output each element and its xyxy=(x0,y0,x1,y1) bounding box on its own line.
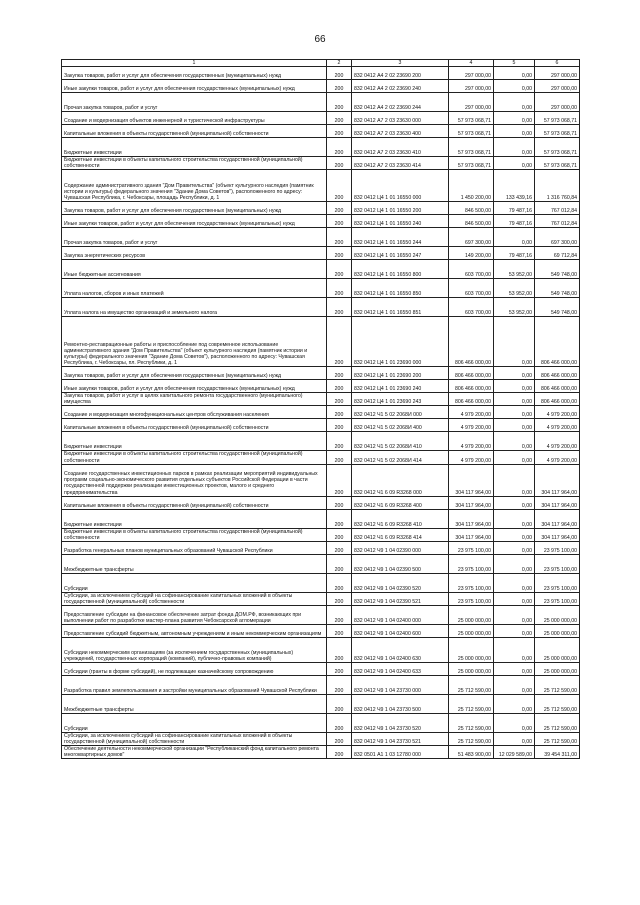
row-amount-col6: 23 975 100,00 xyxy=(535,573,580,592)
row-description: Предоставление субсидии на финансовое обеспечение затрат фонда ДОМ.РФ, возникающих при выполнении работ по разработке мастер-плана развития Чебоксарской агломерации xyxy=(62,606,327,625)
row-amount-col4: 57 973 068,71 xyxy=(449,138,494,157)
row-amount-col4: 4 979 200,00 xyxy=(449,419,494,432)
row-amount-col4: 603 700,00 xyxy=(449,298,494,317)
row-amount-col6: 57 973 068,71 xyxy=(535,138,580,157)
table-row xyxy=(62,496,580,509)
row-group-code: 200 xyxy=(327,451,352,464)
row-amount-col6: 25 000 000,00 xyxy=(535,663,580,676)
row-classification-code: 832 0412 А7 2 03 23630 000 xyxy=(352,112,449,125)
row-group-code: 200 xyxy=(327,606,352,625)
row-amount-col4: 23 975 100,00 xyxy=(449,592,494,605)
row-classification-code: 832 0412 Ч9 1 04 02400 633 xyxy=(352,663,449,676)
row-amount-col5: 0,00 xyxy=(494,606,535,625)
row-classification-code: 832 0412 Ц4 1 01 16550 800 xyxy=(352,260,449,279)
row-group-code: 200 xyxy=(327,592,352,605)
row-description: Субсидии, за исключением субсидий на софинансирование капитальных вложений в объекты государственной (муниципальной) собственности xyxy=(62,733,327,746)
row-amount-col4: 806 466 000,00 xyxy=(449,367,494,380)
row-group-code: 200 xyxy=(327,432,352,451)
row-amount-col6: 297 000,00 xyxy=(535,93,580,112)
row-amount-col6: 25 712 590,00 xyxy=(535,733,580,746)
column-header: 1 xyxy=(62,60,327,67)
row-amount-col4: 25 712 590,00 xyxy=(449,676,494,695)
row-description: Разработка генеральных планов муниципальных образований Чувашской Республики xyxy=(62,541,327,554)
table-row xyxy=(62,260,580,279)
table-row xyxy=(62,247,580,260)
row-amount-col6: 69 712,84 xyxy=(535,247,580,260)
table-row xyxy=(62,663,580,676)
row-amount-col4: 697 300,00 xyxy=(449,228,494,247)
row-group-code: 200 xyxy=(327,260,352,279)
row-amount-col6: 57 973 068,71 xyxy=(535,112,580,125)
row-description: Межбюджетные трансферты xyxy=(62,554,327,573)
row-description: Бюджетные инвестиции xyxy=(62,432,327,451)
row-amount-col5: 0,00 xyxy=(494,138,535,157)
row-classification-code: 832 0412 Ц4 1 01 16550 851 xyxy=(352,298,449,317)
row-amount-col4: 25 000 000,00 xyxy=(449,606,494,625)
row-classification-code: 832 0412 Ц4 1 01 16550 850 xyxy=(352,279,449,298)
row-group-code: 200 xyxy=(327,93,352,112)
row-amount-col5: 0,00 xyxy=(494,80,535,93)
row-amount-col4: 603 700,00 xyxy=(449,279,494,298)
row-amount-col4: 806 466 000,00 xyxy=(449,393,494,406)
row-classification-code: 832 0412 Ц4 1 01 23690 240 xyxy=(352,380,449,393)
row-amount-col6: 549 748,00 xyxy=(535,260,580,279)
table-row xyxy=(62,298,580,317)
row-amount-col5: 0,00 xyxy=(494,714,535,733)
row-description: Закупка энергетических ресурсов xyxy=(62,247,327,260)
table-row xyxy=(62,606,580,625)
row-amount-col4: 25 000 000,00 xyxy=(449,663,494,676)
row-amount-col4: 57 973 068,71 xyxy=(449,112,494,125)
table-row xyxy=(62,509,580,528)
row-description: Бюджетные инвестиции в объекты капитального строительства государственной (муниципальной) собственности xyxy=(62,451,327,464)
row-description: Обеспечение деятельности некоммерческой организации "Республиканский фонд капитального ремонта многоквартирных домов" xyxy=(62,746,327,759)
row-classification-code: 832 0412 Ч9 1 04 02400 600 xyxy=(352,625,449,638)
row-amount-col6: 297 000,00 xyxy=(535,67,580,80)
row-amount-col6: 806 466 000,00 xyxy=(535,393,580,406)
row-amount-col6: 806 466 000,00 xyxy=(535,380,580,393)
table-row xyxy=(62,592,580,605)
row-amount-col4: 25 000 000,00 xyxy=(449,625,494,638)
column-number-row xyxy=(62,60,580,67)
row-group-code: 200 xyxy=(327,695,352,714)
row-amount-col6: 549 748,00 xyxy=(535,279,580,298)
row-amount-col5: 0,00 xyxy=(494,406,535,419)
row-classification-code: 832 0412 Ц4 1 01 16550 244 xyxy=(352,228,449,247)
row-classification-code: 832 0501 А1 1 03 12780 000 xyxy=(352,746,449,759)
table-row xyxy=(62,714,580,733)
row-description: Уплата налогов, сборов и иных платежей xyxy=(62,279,327,298)
row-classification-code: 832 0412 Ц4 1 01 23690 000 xyxy=(352,317,449,367)
row-amount-col4: 297 000,00 xyxy=(449,93,494,112)
row-amount-col4: 57 973 068,71 xyxy=(449,157,494,170)
table-row xyxy=(62,380,580,393)
page-number: 66 xyxy=(314,34,326,45)
row-amount-col5: 0,00 xyxy=(494,733,535,746)
row-group-code: 200 xyxy=(327,138,352,157)
row-amount-col4: 23 975 100,00 xyxy=(449,573,494,592)
table-row xyxy=(62,215,580,228)
row-amount-col5: 12 029 589,00 xyxy=(494,746,535,759)
row-amount-col4: 304 117 964,00 xyxy=(449,509,494,528)
row-amount-col6: 304 117 964,00 xyxy=(535,464,580,496)
row-group-code: 200 xyxy=(327,676,352,695)
row-description: Бюджетные инвестиции в объекты капитального строительства государственной (муниципальной) собственности xyxy=(62,157,327,170)
row-classification-code: 832 0412 Ч9 1 04 02400 630 xyxy=(352,638,449,663)
table-row xyxy=(62,528,580,541)
row-group-code: 200 xyxy=(327,714,352,733)
row-group-code: 200 xyxy=(327,625,352,638)
row-group-code: 200 xyxy=(327,380,352,393)
row-amount-col5: 133 439,16 xyxy=(494,170,535,202)
row-amount-col4: 51 483 900,00 xyxy=(449,746,494,759)
column-header: 2 xyxy=(327,60,352,67)
row-description: Закупка товаров, работ и услуг для обеспечения государственных (муниципальных) нужд xyxy=(62,367,327,380)
row-classification-code: 832 0412 Ч1 5 02 2068И 400 xyxy=(352,419,449,432)
row-group-code: 200 xyxy=(327,541,352,554)
row-amount-col6: 304 117 964,00 xyxy=(535,509,580,528)
row-classification-code: 832 0412 Ц4 1 01 23690 243 xyxy=(352,393,449,406)
row-description: Прочая закупка товаров, работ и услуг xyxy=(62,228,327,247)
row-description: Капитальные вложения в объекты государственной (муниципальной) собственности xyxy=(62,419,327,432)
table-row xyxy=(62,625,580,638)
table-row xyxy=(62,80,580,93)
row-amount-col6: 4 979 200,00 xyxy=(535,451,580,464)
row-classification-code: 832 0412 Ц4 1 01 16550 000 xyxy=(352,170,449,202)
row-amount-col6: 39 454 311,00 xyxy=(535,746,580,759)
row-group-code: 200 xyxy=(327,125,352,138)
row-amount-col5: 0,00 xyxy=(494,663,535,676)
table-row xyxy=(62,393,580,406)
row-classification-code: 832 0412 Ч9 1 04 23730 500 xyxy=(352,695,449,714)
row-description: Иные бюджетные ассигнования xyxy=(62,260,327,279)
table-row xyxy=(62,202,580,215)
row-amount-col6: 4 979 200,00 xyxy=(535,432,580,451)
row-classification-code: 832 0412 А4 2 02 23690 244 xyxy=(352,93,449,112)
table-row xyxy=(62,638,580,663)
row-classification-code: 832 0412 Ц4 1 01 23690 200 xyxy=(352,367,449,380)
row-amount-col6: 549 748,00 xyxy=(535,298,580,317)
row-amount-col4: 4 979 200,00 xyxy=(449,451,494,464)
row-description: Прочая закупка товаров, работ и услуг xyxy=(62,93,327,112)
table-row xyxy=(62,367,580,380)
table-row xyxy=(62,93,580,112)
row-description: Субсидии (гранты в форме субсидий), не подлежащие казначейскому сопровождению xyxy=(62,663,327,676)
row-group-code: 200 xyxy=(327,317,352,367)
row-amount-col6: 304 117 964,00 xyxy=(535,496,580,509)
row-amount-col6: 25 712 590,00 xyxy=(535,676,580,695)
row-classification-code: 832 0412 Ч1 5 02 2068И 414 xyxy=(352,451,449,464)
row-classification-code: 832 0412 А7 2 03 23630 400 xyxy=(352,125,449,138)
table-row xyxy=(62,228,580,247)
row-description: Иные закупки товаров, работ и услуг для обеспечения государственных (муниципальных) нужд xyxy=(62,380,327,393)
row-classification-code: 832 0412 Ч9 1 04 23730 000 xyxy=(352,676,449,695)
row-group-code: 200 xyxy=(327,509,352,528)
row-classification-code: 832 0412 А7 2 03 23630 414 xyxy=(352,157,449,170)
row-group-code: 200 xyxy=(327,733,352,746)
row-amount-col4: 57 973 068,71 xyxy=(449,125,494,138)
table-row xyxy=(62,138,580,157)
row-description: Иные закупки товаров, работ и услуг для обеспечения государственных (муниципальных) нужд xyxy=(62,215,327,228)
row-amount-col5: 0,00 xyxy=(494,451,535,464)
table-row xyxy=(62,157,580,170)
row-description: Создание и модернизация многофункциональных центров обслуживания населения xyxy=(62,406,327,419)
budget-table xyxy=(61,59,580,759)
row-amount-col5: 79 487,16 xyxy=(494,215,535,228)
row-classification-code: 832 0412 Ц4 1 01 16550 240 xyxy=(352,215,449,228)
row-description: Предоставление субсидий бюджетным, автономным учреждениям и иным некоммерческим организациям xyxy=(62,625,327,638)
row-amount-col6: 25 712 590,00 xyxy=(535,714,580,733)
row-group-code: 200 xyxy=(327,554,352,573)
row-group-code: 200 xyxy=(327,638,352,663)
column-header: 3 xyxy=(352,60,449,67)
table-row xyxy=(62,112,580,125)
row-amount-col4: 25 712 590,00 xyxy=(449,733,494,746)
row-amount-col5: 0,00 xyxy=(494,676,535,695)
row-description: Субсидии xyxy=(62,714,327,733)
row-amount-col4: 23 975 100,00 xyxy=(449,541,494,554)
row-amount-col5: 0,00 xyxy=(494,496,535,509)
table-row xyxy=(62,676,580,695)
row-amount-col5: 0,00 xyxy=(494,638,535,663)
row-description: Бюджетные инвестиции xyxy=(62,138,327,157)
row-classification-code: 832 0412 Ч9 1 04 02390 521 xyxy=(352,592,449,605)
row-amount-col6: 304 117 964,00 xyxy=(535,528,580,541)
row-group-code: 200 xyxy=(327,112,352,125)
table-row xyxy=(62,746,580,759)
row-group-code: 200 xyxy=(327,170,352,202)
row-description: Бюджетные инвестиции в объекты капитального строительства государственной (муниципальной) собственности xyxy=(62,528,327,541)
row-amount-col6: 767 012,84 xyxy=(535,202,580,215)
row-description: Уплата налога на имущество организаций и земельного налога xyxy=(62,298,327,317)
row-amount-col4: 4 979 200,00 xyxy=(449,406,494,419)
row-amount-col6: 23 975 100,00 xyxy=(535,592,580,605)
row-group-code: 200 xyxy=(327,528,352,541)
row-group-code: 200 xyxy=(327,228,352,247)
table-row xyxy=(62,554,580,573)
row-amount-col4: 297 000,00 xyxy=(449,80,494,93)
column-header: 4 xyxy=(449,60,494,67)
row-amount-col5: 53 952,00 xyxy=(494,260,535,279)
table-row xyxy=(62,419,580,432)
table-row xyxy=(62,279,580,298)
row-description: Бюджетные инвестиции xyxy=(62,509,327,528)
row-classification-code: 832 0412 Ч9 1 04 02390 500 xyxy=(352,554,449,573)
table-row xyxy=(62,733,580,746)
table-row xyxy=(62,406,580,419)
row-classification-code: 832 0412 Ч9 1 04 23730 520 xyxy=(352,714,449,733)
row-amount-col4: 304 117 964,00 xyxy=(449,496,494,509)
row-amount-col4: 603 700,00 xyxy=(449,260,494,279)
column-header: 6 xyxy=(535,60,580,67)
table-row xyxy=(62,67,580,80)
row-classification-code: 832 0412 Ч1 6 09 R3268 000 xyxy=(352,464,449,496)
row-group-code: 200 xyxy=(327,406,352,419)
table-row xyxy=(62,695,580,714)
row-amount-col5: 0,00 xyxy=(494,509,535,528)
row-amount-col6: 4 979 200,00 xyxy=(535,406,580,419)
row-description: Субсидии, за исключением субсидий на софинансирование капитальных вложений в объекты государственной (муниципальной) собственности xyxy=(62,592,327,605)
row-amount-col5: 0,00 xyxy=(494,67,535,80)
row-amount-col6: 25 712 590,00 xyxy=(535,695,580,714)
row-classification-code: 832 0412 Ч1 6 09 R3268 414 xyxy=(352,528,449,541)
row-amount-col5: 79 487,16 xyxy=(494,202,535,215)
table-row xyxy=(62,464,580,496)
row-amount-col4: 25 000 000,00 xyxy=(449,638,494,663)
row-amount-col6: 25 000 000,00 xyxy=(535,606,580,625)
row-amount-col6: 806 466 000,00 xyxy=(535,317,580,367)
row-classification-code: 832 0412 Ч1 5 02 2068И 410 xyxy=(352,432,449,451)
row-classification-code: 832 0412 Ц4 1 01 16550 200 xyxy=(352,202,449,215)
row-group-code: 200 xyxy=(327,393,352,406)
row-amount-col5: 53 952,00 xyxy=(494,298,535,317)
row-classification-code: 832 0412 Ч1 5 02 2068И 000 xyxy=(352,406,449,419)
row-classification-code: 832 0412 Ч9 1 04 02390 520 xyxy=(352,573,449,592)
row-group-code: 200 xyxy=(327,247,352,260)
row-group-code: 200 xyxy=(327,367,352,380)
row-description: Субсидии xyxy=(62,573,327,592)
row-description: Капитальные вложения в объекты государственной (муниципальной) собственности xyxy=(62,496,327,509)
table-row xyxy=(62,573,580,592)
row-group-code: 200 xyxy=(327,464,352,496)
row-amount-col6: 57 973 068,71 xyxy=(535,157,580,170)
row-group-code: 200 xyxy=(327,202,352,215)
row-amount-col6: 57 973 068,71 xyxy=(535,125,580,138)
row-group-code: 200 xyxy=(327,746,352,759)
column-header: 5 xyxy=(494,60,535,67)
row-amount-col5: 0,00 xyxy=(494,554,535,573)
row-classification-code: 832 0412 А7 2 03 23630 410 xyxy=(352,138,449,157)
row-classification-code: 832 0412 Ц4 1 01 16550 247 xyxy=(352,247,449,260)
row-amount-col5: 0,00 xyxy=(494,228,535,247)
row-description: Межбюджетные трансферты xyxy=(62,695,327,714)
row-amount-col5: 53 952,00 xyxy=(494,279,535,298)
row-amount-col4: 304 117 964,00 xyxy=(449,464,494,496)
row-description: Ремонтно-реставрационные работы и приспособление под современное использование административного здания "Дом Правительства" (объект культурного наследия (памятник истории и культуры) федерального значения "Здание Дома Советов"), расположенного по адресу: Чувашская Республика, г. Чебоксары, пл. Республики, д. 1 xyxy=(62,317,327,367)
row-amount-col6: 1 316 760,84 xyxy=(535,170,580,202)
row-group-code: 200 xyxy=(327,298,352,317)
row-amount-col5: 0,00 xyxy=(494,625,535,638)
row-group-code: 200 xyxy=(327,279,352,298)
row-amount-col4: 846 500,00 xyxy=(449,202,494,215)
row-description: Создание государственных инвестиционных парков в рамках реализации мероприятий индивидуальных программ социально-экономического развития отдельных субъектов Российской Федерации в части государственной поддержки реализации инвестиционных проектов, малого и среднего предпринимательства xyxy=(62,464,327,496)
row-description: Закупка товаров, работ и услуг для обеспечения государственных (муниципальных) нужд xyxy=(62,202,327,215)
row-classification-code: 832 0412 Ч1 6 09 R3268 410 xyxy=(352,509,449,528)
row-group-code: 200 xyxy=(327,67,352,80)
row-classification-code: 832 0412 Ч9 1 04 02390 000 xyxy=(352,541,449,554)
row-amount-col5: 0,00 xyxy=(494,573,535,592)
row-amount-col5: 0,00 xyxy=(494,380,535,393)
table-row xyxy=(62,451,580,464)
row-amount-col4: 846 500,00 xyxy=(449,215,494,228)
table-row xyxy=(62,541,580,554)
row-amount-col4: 149 200,00 xyxy=(449,247,494,260)
row-amount-col4: 1 450 200,00 xyxy=(449,170,494,202)
row-amount-col5: 0,00 xyxy=(494,528,535,541)
table-row xyxy=(62,317,580,367)
row-classification-code: 832 0412 Ч9 1 04 23730 521 xyxy=(352,733,449,746)
row-description: Субсидии некоммерческим организациям (за исключением государственных (муниципальных) учреждений, государственных корпораций (компаний), публично-правовых компаний) xyxy=(62,638,327,663)
row-amount-col5: 0,00 xyxy=(494,393,535,406)
row-amount-col5: 0,00 xyxy=(494,464,535,496)
row-amount-col6: 806 466 000,00 xyxy=(535,367,580,380)
row-amount-col4: 806 466 000,00 xyxy=(449,317,494,367)
row-amount-col5: 0,00 xyxy=(494,93,535,112)
row-classification-code: 832 0412 А4 2 02 23690 240 xyxy=(352,80,449,93)
row-classification-code: 832 0412 А4 2 02 23690 200 xyxy=(352,67,449,80)
row-amount-col5: 0,00 xyxy=(494,112,535,125)
row-amount-col5: 0,00 xyxy=(494,419,535,432)
row-group-code: 200 xyxy=(327,80,352,93)
row-amount-col4: 23 975 100,00 xyxy=(449,554,494,573)
row-description: Создание и модернизация объектов инженерной и туристической инфраструктуры xyxy=(62,112,327,125)
row-amount-col5: 0,00 xyxy=(494,592,535,605)
row-amount-col6: 23 975 100,00 xyxy=(535,554,580,573)
row-group-code: 200 xyxy=(327,157,352,170)
row-amount-col5: 0,00 xyxy=(494,367,535,380)
row-description: Иные закупки товаров, работ и услуг для обеспечения государственных (муниципальных) нужд xyxy=(62,80,327,93)
row-amount-col6: 697 300,00 xyxy=(535,228,580,247)
row-classification-code: 832 0412 Ч9 1 04 02400 000 xyxy=(352,606,449,625)
row-amount-col4: 806 466 000,00 xyxy=(449,380,494,393)
table-row xyxy=(62,125,580,138)
row-amount-col4: 25 712 590,00 xyxy=(449,714,494,733)
row-group-code: 200 xyxy=(327,419,352,432)
row-description: Закупка товаров, работ и услуг в целях капитального ремонта государственного (муниципального) имущества xyxy=(62,393,327,406)
row-group-code: 200 xyxy=(327,663,352,676)
row-amount-col6: 4 979 200,00 xyxy=(535,419,580,432)
row-amount-col6: 25 000 000,00 xyxy=(535,638,580,663)
row-classification-code: 832 0412 Ч1 6 09 R3268 400 xyxy=(352,496,449,509)
row-description: Содержание административного здания "Дом Правительства" (объект культурного наследия (памятник истории и культуры) федерального значения "Здание Дома Советов"), расположенного по адресу: Чувашская Республика, г. Чебоксары, площадь Республики, д. 1 xyxy=(62,170,327,202)
row-group-code: 200 xyxy=(327,573,352,592)
row-amount-col6: 297 000,00 xyxy=(535,80,580,93)
row-amount-col4: 304 117 964,00 xyxy=(449,528,494,541)
row-amount-col4: 4 979 200,00 xyxy=(449,432,494,451)
row-amount-col5: 79 487,16 xyxy=(494,247,535,260)
row-description: Закупка товаров, работ и услуг для обеспечения государственных (муниципальных) нужд xyxy=(62,67,327,80)
row-amount-col5: 0,00 xyxy=(494,695,535,714)
row-amount-col5: 0,00 xyxy=(494,541,535,554)
row-amount-col5: 0,00 xyxy=(494,157,535,170)
row-group-code: 200 xyxy=(327,215,352,228)
row-amount-col5: 0,00 xyxy=(494,317,535,367)
row-amount-col4: 25 712 590,00 xyxy=(449,695,494,714)
row-group-code: 200 xyxy=(327,496,352,509)
row-amount-col4: 297 000,00 xyxy=(449,67,494,80)
row-amount-col6: 767 012,84 xyxy=(535,215,580,228)
table-row xyxy=(62,170,580,202)
table-row xyxy=(62,432,580,451)
row-amount-col5: 0,00 xyxy=(494,432,535,451)
row-amount-col5: 0,00 xyxy=(494,125,535,138)
row-description: Разработка правил землепользования и застройки муниципальных образований Чувашской Республики xyxy=(62,676,327,695)
row-amount-col6: 23 975 100,00 xyxy=(535,541,580,554)
row-description: Капитальные вложения в объекты государственной (муниципальной) собственности xyxy=(62,125,327,138)
row-amount-col6: 25 000 000,00 xyxy=(535,625,580,638)
